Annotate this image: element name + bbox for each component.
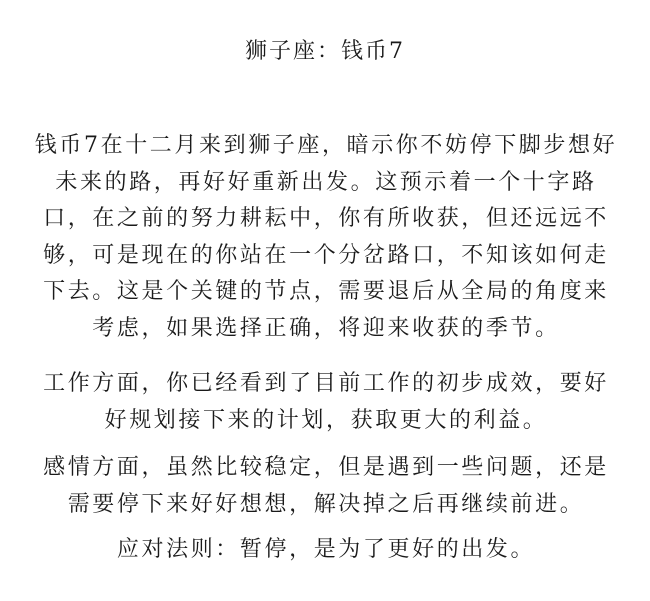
text-line: 下去。这是个关键的节点，需要退后从全局的角度来	[43, 279, 609, 304]
paragraph-advice	[30, 532, 622, 569]
text-line: 应对法则：暂停，是为了更好的出发。	[116, 537, 536, 562]
page-title: 狮子座：钱币7	[245, 39, 405, 64]
text-line: 好规划接下来的计划，获取更大的利益。	[104, 407, 548, 433]
paragraph-work	[30, 366, 622, 439]
text-line: 够，可是现在的你站在一个分岔路口，不知该如何走	[43, 242, 609, 268]
paragraph-love	[30, 450, 622, 523]
text-line: 工作方面，你已经看到了目前工作的初步成效，要好	[43, 371, 609, 396]
paragraph-intro	[30, 128, 622, 347]
text-line: 钱币7在十二月来到狮子座，暗示你不妨停下脚步想好	[34, 133, 618, 158]
text-line: 未来的路，再好好重新出发。这预示着一个十字路	[55, 169, 597, 195]
text-line: 考虑，如果选择正确，将迎来收获的季节。	[92, 315, 560, 341]
text-line: 需要停下来好好想想，解决掉之后再继续前进。	[67, 491, 585, 517]
text-line: 感情方面，虽然比较稳定，但是遇到一些问题，还是	[43, 455, 609, 480]
text-line: 口，在之前的努力耕耘中，你有所收获，但还远远不	[43, 206, 609, 231]
